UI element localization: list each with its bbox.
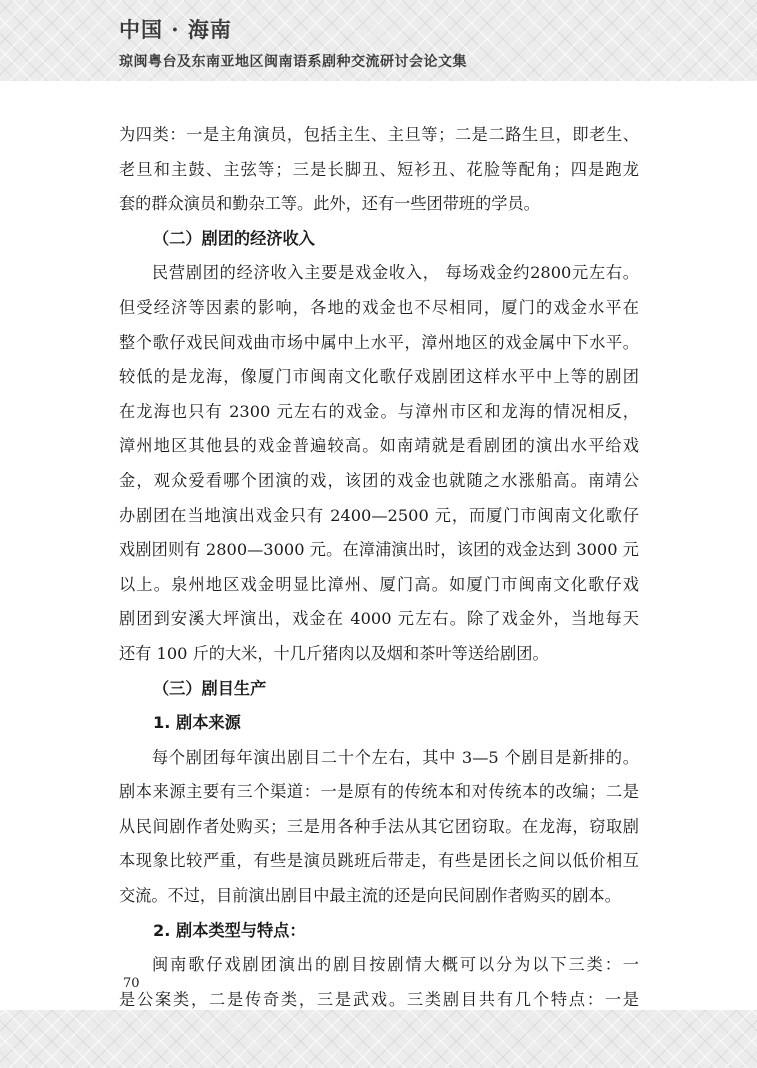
paragraph-line: 还有 100 斤的大米，十几斤猪肉以及烟和茶叶等送给剧团。 [119,643,549,663]
paragraph-line: 为四类：一是主角演员，包括主生、主旦等；二是二路生旦，即老生、 [119,125,639,144]
footer-band [0,1010,757,1068]
paragraph-line: 戏剧团则有 2800—3000 元。在漳浦演出时，该团的戏金达到 3000 元 [119,540,639,560]
book-title: 中国 · 海南 [119,17,232,42]
header-band [0,0,757,81]
paragraph-line: 办剧团在当地演出戏金只有 2400—2500 元，而厦门市闽南文化歌仔 [119,505,639,525]
paragraph-line: 闽南歌仔戏剧团演出的剧目按剧情大概可以分为以下三类：一 [152,955,639,975]
page-number: 70 [123,976,140,991]
paragraph-line: 剧团到安溪大坪演出，戏金在 4000 元左右。除了戏金外，当地每天 [119,609,639,629]
body-text [119,118,639,1017]
paragraph-line: 金，观众爱看哪个团演的戏，该团的戏金也就随之水涨船高。南靖公 [119,470,639,490]
paragraph-line: 漳州地区其他县的戏金普遍较高。如南靖就是看剧团的演出水平给戏 [119,436,639,456]
paragraph-line: 从民间剧作者处购买；三是用各种手法从其它团窃取。在龙海，窃取剧 [119,816,639,836]
paragraph-line: 以上。泉州地区戏金明显比漳州、厦门高。如厦门市闽南文化歌仔戏 [119,574,639,594]
paragraph-line: 民营剧团的经济收入主要是戏金收入， 每场戏金约2800元左右。 [152,263,639,283]
paragraph-line: 交流。不过，目前演出剧目中最主流的还是向民间剧作者购买的剧本。 [119,886,621,906]
subsection-heading: 2. 剧本类型与特点： [153,920,306,940]
section-heading: （三）剧目生产 [153,678,267,698]
paragraph-line: 是公案类，二是传奇类，三是武戏。三类剧目共有几个特点：一是 [119,989,639,1009]
paragraph-line: 老旦和主鼓、主弦等；三是长脚丑、短衫丑、花脸等配角；四是跑龙 [119,159,639,179]
paragraph-line: 较低的是龙海，像厦门市闽南文化歌仔戏剧团这样水平中上等的剧团 [119,367,639,387]
paragraph-line: 套的群众演员和勤杂工等。此外，还有一些团带班的学员。 [119,194,540,214]
paragraph-line: 在龙海也只有 2300 元左右的戏金。与漳州市区和龙海的情况相反， [119,401,639,421]
paragraph-line: 整个歌仔戏民间戏曲市场中属中上水平，漳州地区的戏金属中下水平。 [119,332,639,352]
section-heading: （二）剧团的经济收入 [153,228,315,248]
subsection-heading: 1. 剧本来源 [153,713,241,733]
paragraph-line: 每个剧团每年演出剧目二十个左右，其中 3—5 个剧目是新排的。 [152,747,639,767]
paragraph-line: 但受经济等因素的影响，各地的戏金也不尽相同，厦门的戏金水平在 [119,297,639,317]
paragraph-line: 本现象比较严重，有些是演员跳班后带走，有些是团长之间以低价相互 [119,851,639,871]
paragraph-line: 剧本来源主要有三个渠道：一是原有的传统本和对传统本的改编；二是 [119,782,639,802]
book-subtitle: 琼闽粤台及东南亚地区闽南语系剧种交流研讨会论文集 [119,54,467,70]
